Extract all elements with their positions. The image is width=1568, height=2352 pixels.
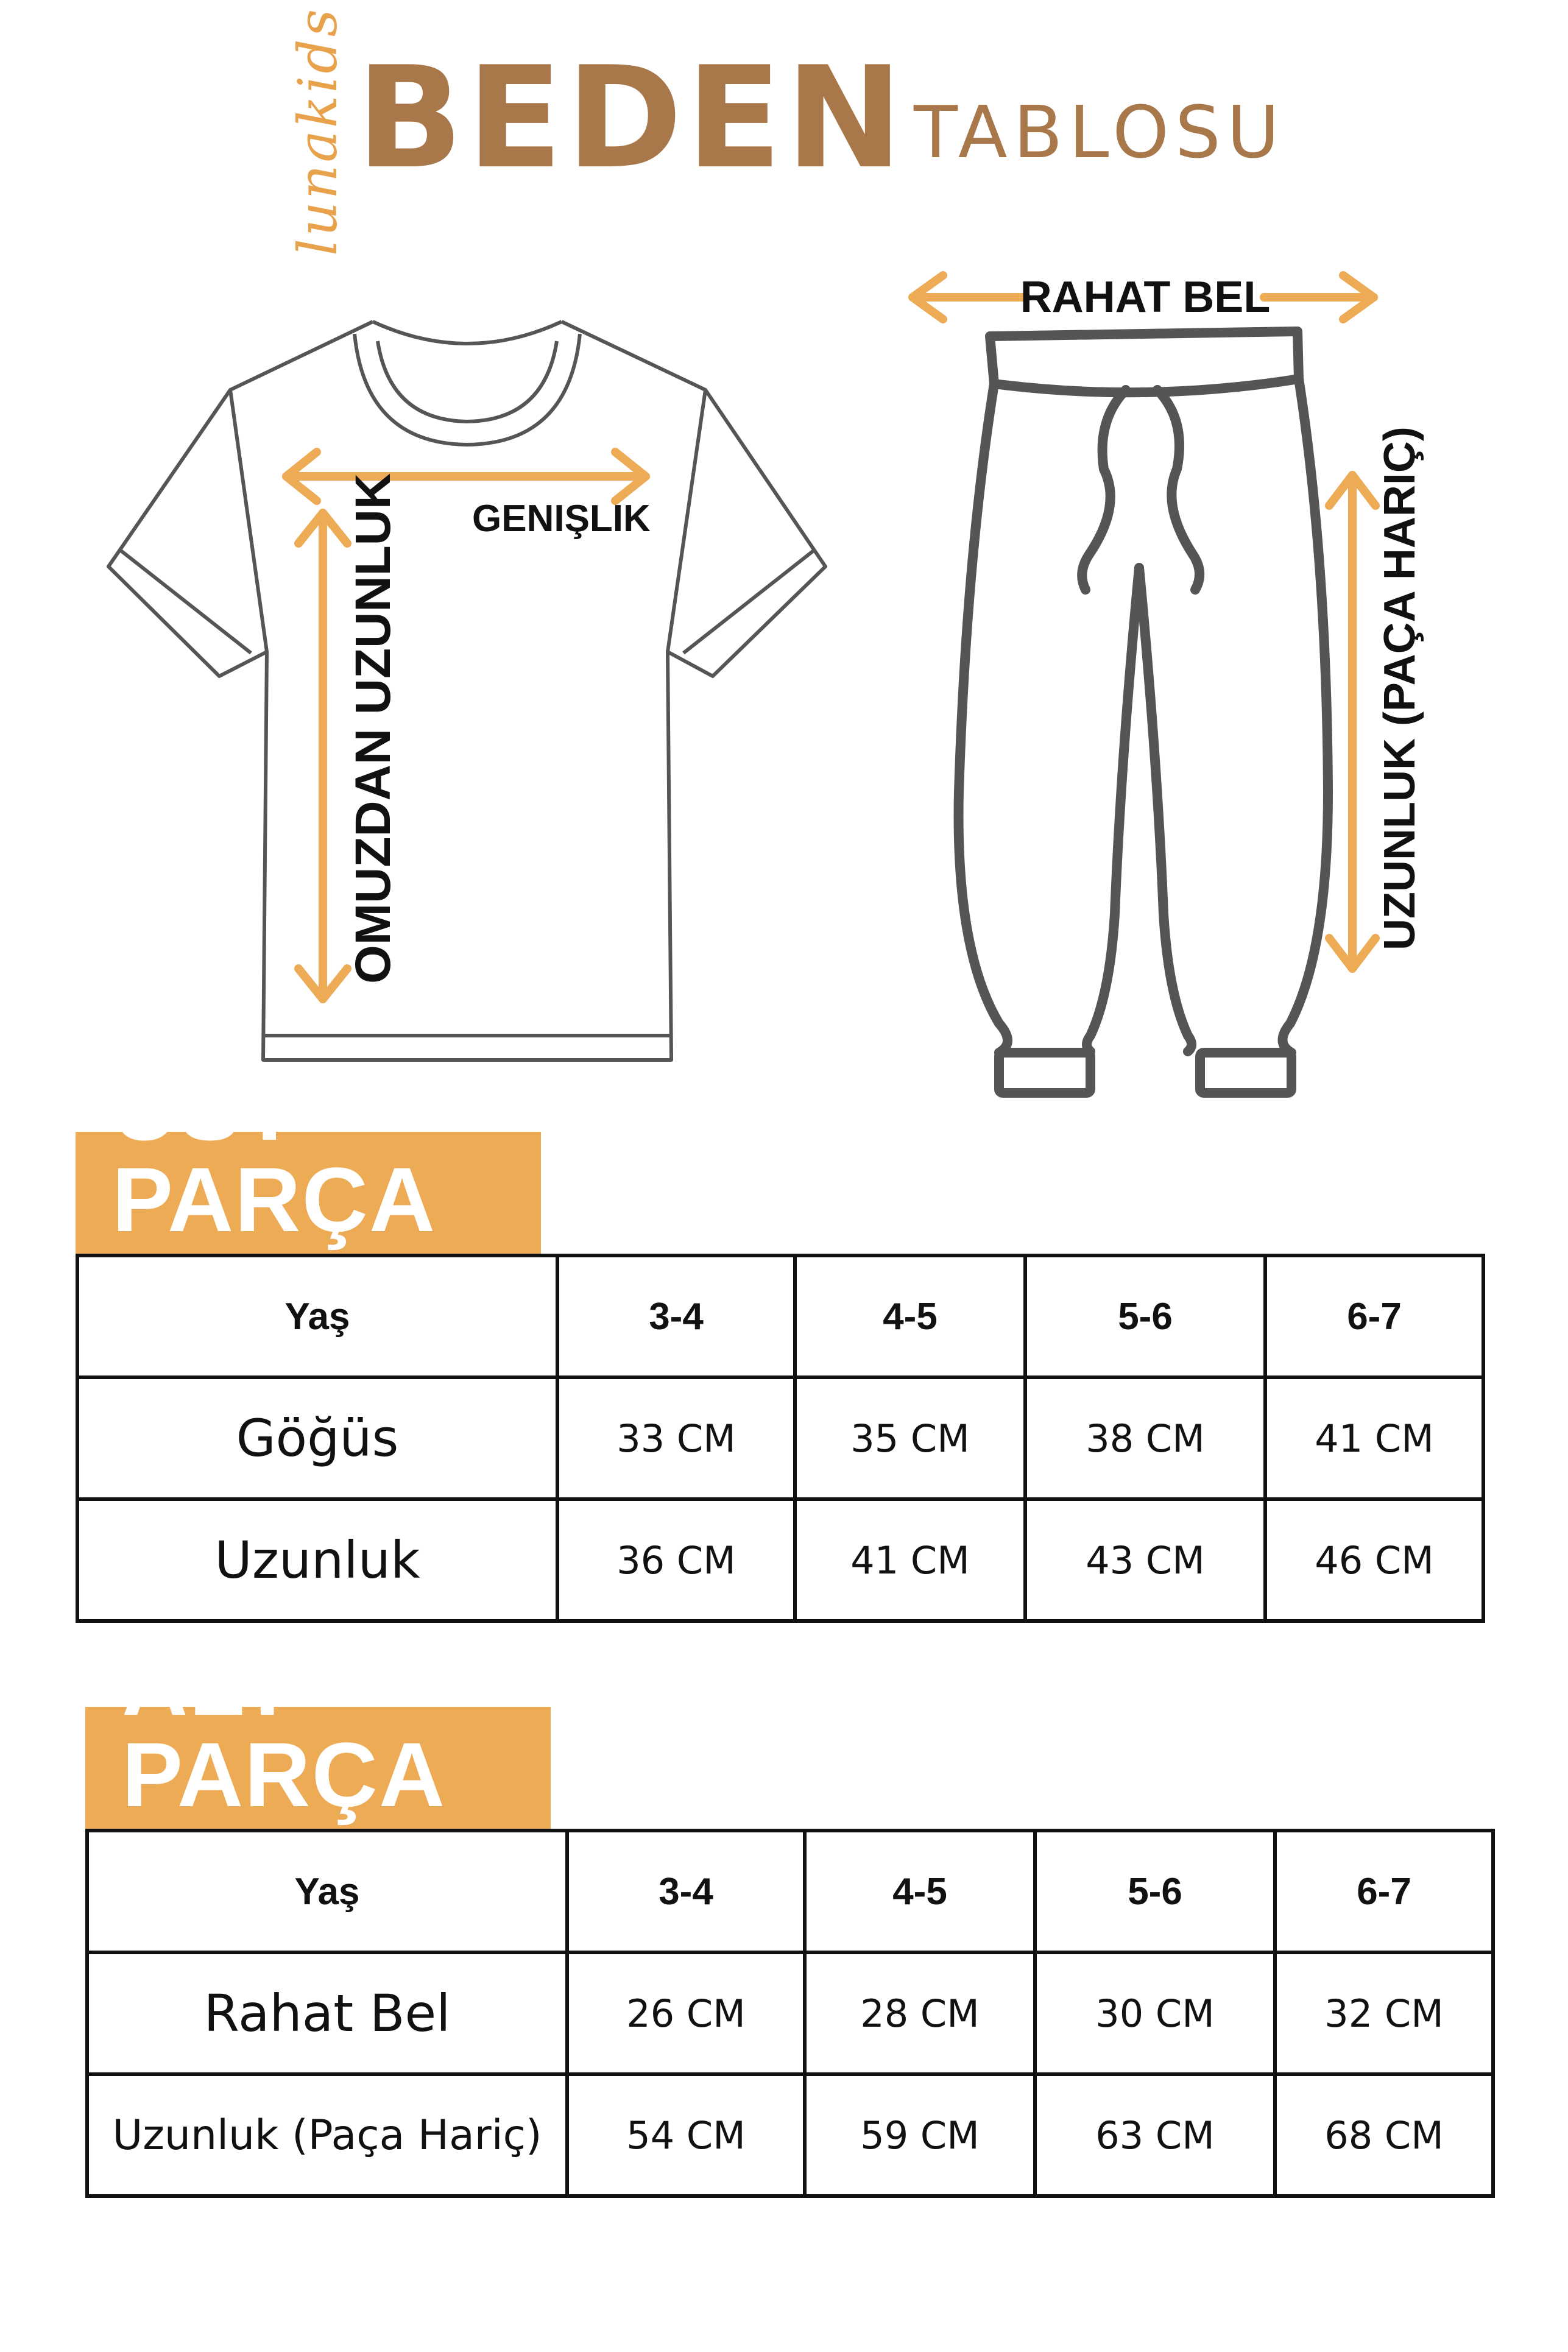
header-cell: 4-5 [795,1255,1025,1377]
table-cell: 36 CM [557,1499,795,1621]
pants-waist-label: RAHAT BEL [1020,273,1271,322]
table-cell: 41 CM [795,1499,1025,1621]
table-header-row [77,1255,1483,1377]
table-row [77,1377,1483,1499]
table-cell: 26 CM [567,1952,805,2074]
page-title: BEDEN [356,37,906,200]
table-cell: 30 CM [1035,1952,1275,2074]
top-size-table [76,1254,1485,1623]
header-cell: 5-6 [1035,1831,1275,1952]
table-cell: 32 CM [1275,1952,1493,2074]
row-label: Rahat Bel [87,1952,567,2074]
table-row [87,1952,1493,2074]
tshirt-drawing [108,322,825,1060]
pants-length-arrow [1329,475,1376,969]
table-header-row [87,1831,1493,1952]
tshirt-length-label: OMUZDAN UZUNLUK [345,473,401,984]
tshirt-width-label: GENIŞLIK [472,498,651,540]
header-cell: 6-7 [1265,1255,1483,1377]
header-cell: 3-4 [567,1831,805,1952]
page-subtitle: TABLOSU [914,90,1286,174]
bottom-section-tag [85,1632,551,1829]
header [0,0,1568,256]
table-cell: 63 CM [1035,2074,1275,2196]
table-cell: 28 CM [805,1952,1035,2074]
table-cell: 54 CM [567,2074,805,2196]
table-cell: 35 CM [795,1377,1025,1499]
tshirt-width-arrow [286,452,646,501]
row-label: Uzunluk (Paça Hariç) [87,2074,567,2196]
header-cell: Yaş [77,1255,557,1377]
table-cell: 41 CM [1265,1377,1483,1499]
bottom-section-title: ALT PARÇA [122,1632,447,1826]
row-label: Uzunluk [77,1499,557,1621]
top-section-tag [76,1057,541,1254]
table-cell: 46 CM [1265,1499,1483,1621]
pants-length-label: UZUNLUK (PAÇA HARIÇ) [1376,426,1424,950]
table-cell: 43 CM [1025,1499,1265,1621]
garment-illustrations [0,231,1568,1115]
header-cell: 3-4 [557,1255,795,1377]
header-cell: 6-7 [1275,1831,1493,1952]
table-cell: 68 CM [1275,2074,1493,2196]
header-cell: 4-5 [805,1831,1035,1952]
top-section-title: ÜST PARÇA [112,1057,437,1251]
table-row [77,1499,1483,1621]
table-cell: 59 CM [805,2074,1035,2196]
tshirt-length-arrow [298,513,347,999]
table-cell: 33 CM [557,1377,795,1499]
pants-drawing [959,331,1328,1093]
header-cell: 5-6 [1025,1255,1265,1377]
table-row [87,2074,1493,2196]
table-cell: 38 CM [1025,1377,1265,1499]
header-cell: Yaş [87,1831,567,1952]
bottom-size-table [85,1829,1495,2198]
brand-logo: lunakids [286,7,349,256]
row-label: Göğüs [77,1377,557,1499]
